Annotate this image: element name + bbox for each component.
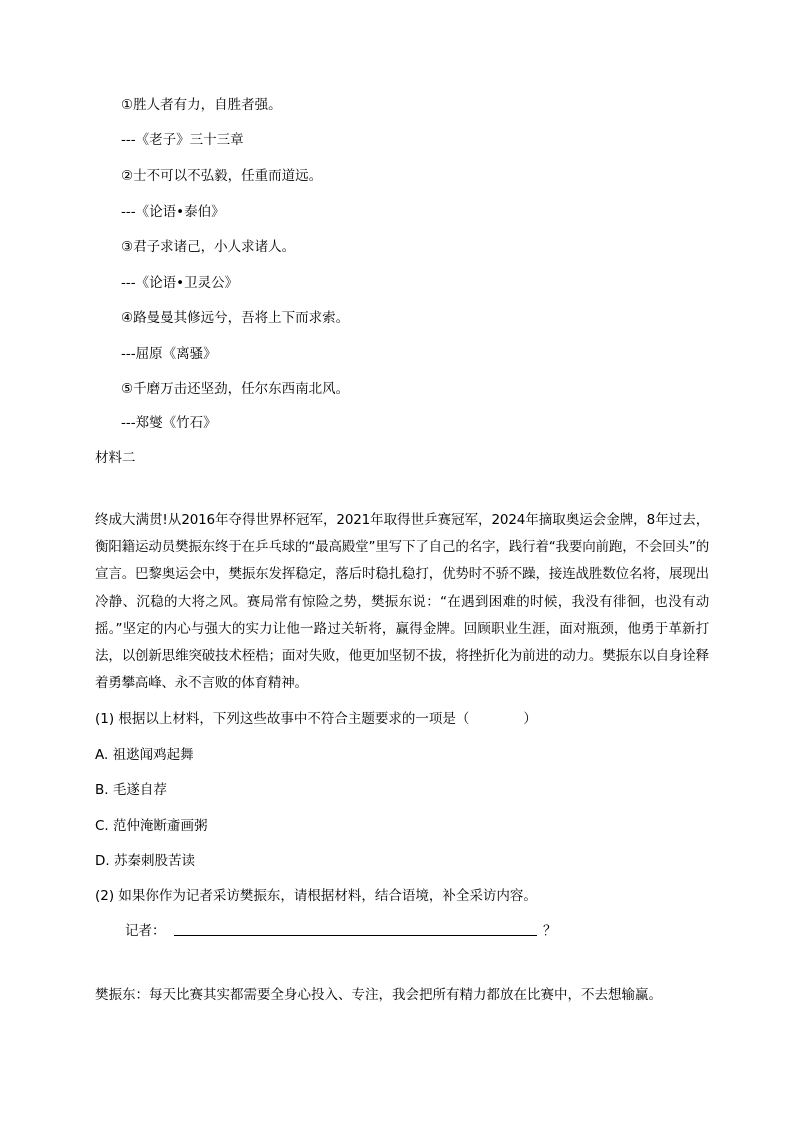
interview-answer: 樊振东：每天比赛其实都需要全身心投入、专注，我会把所有精力都放在比赛中，不去想输赢。: [95, 987, 662, 1003]
material-2-heading: 材料二: [95, 450, 136, 466]
quote-3-source: ---《论语•卫灵公》: [121, 275, 239, 291]
quote-1-source: ---《老子》三十三章: [121, 132, 244, 148]
option-a: A. 祖逖闻鸡起舞: [95, 747, 194, 763]
quote-4-text: ④路曼曼其修远兮，吾将上下而求索。: [121, 310, 350, 326]
quote-2-text: ②士不可以不弘毅，任重而道远。: [121, 168, 323, 184]
quote-4-source: ---屈原《离骚》: [121, 346, 217, 362]
question-1-stem: (1) 根据以上材料，下列这些故事中不符合主题要求的一项是（ ）: [95, 711, 537, 727]
quote-2-source: ---《论语•泰伯》: [121, 204, 225, 220]
option-b: B. 毛遂自荐: [95, 782, 167, 798]
reporter-answer-blank: [174, 935, 537, 936]
question-mark: ？: [543, 923, 557, 939]
option-c: C. 范仲淹断齑画粥: [95, 818, 208, 834]
question-2-stem: (2) 如果你作为记者采访樊振东，请根据材料，结合语境，补全采访内容。: [95, 888, 537, 904]
quote-3-text: ③君子求诸己，小人求诸人。: [121, 239, 296, 255]
quote-1-text: ①胜人者有力，自胜者强。: [121, 97, 282, 113]
material-2-paragraph: 终成大满贯!从2016年夺得世界杯冠军，2021年取得世乒赛冠军，2024年摘取奥运会金牌，8年过去，衡阳籍运动员樊振东终于在乒乓球的“最高殿堂”里写下了自己的名字，践行着“我要向前跑，不会回头”的宣言。巴黎奥运会中，樊振东发挥稳定，落后时稳扎稳打，优势时不骄不躁，接连战胜数位名将，展现出冷静、沉稳的大将之风。赛局常有惊险之势，樊振东说：“在遇到困难的时候，我没有徘徊，也没有动摇。”坚定的内心与强大的实力让他一路过关斩将，赢得金牌。回顾职业生涯，面对瓶颈，他勇于革新打法，以创新思维突破技术桎梏；面对失败，他更加坚韧不拔，将挫折化为前进的动力。樊振东以自身诠释着勇攀高峰、永不言败的体育精神。: [95, 512, 709, 692]
quote-5-source: ---郑燮《竹石》: [121, 415, 217, 431]
option-d: D. 苏秦刺股苦读: [95, 853, 195, 869]
quote-5-text: ⑤千磨万击还坚劲，任尔东西南北风。: [121, 381, 350, 397]
reporter-label: 记者：: [125, 923, 166, 939]
